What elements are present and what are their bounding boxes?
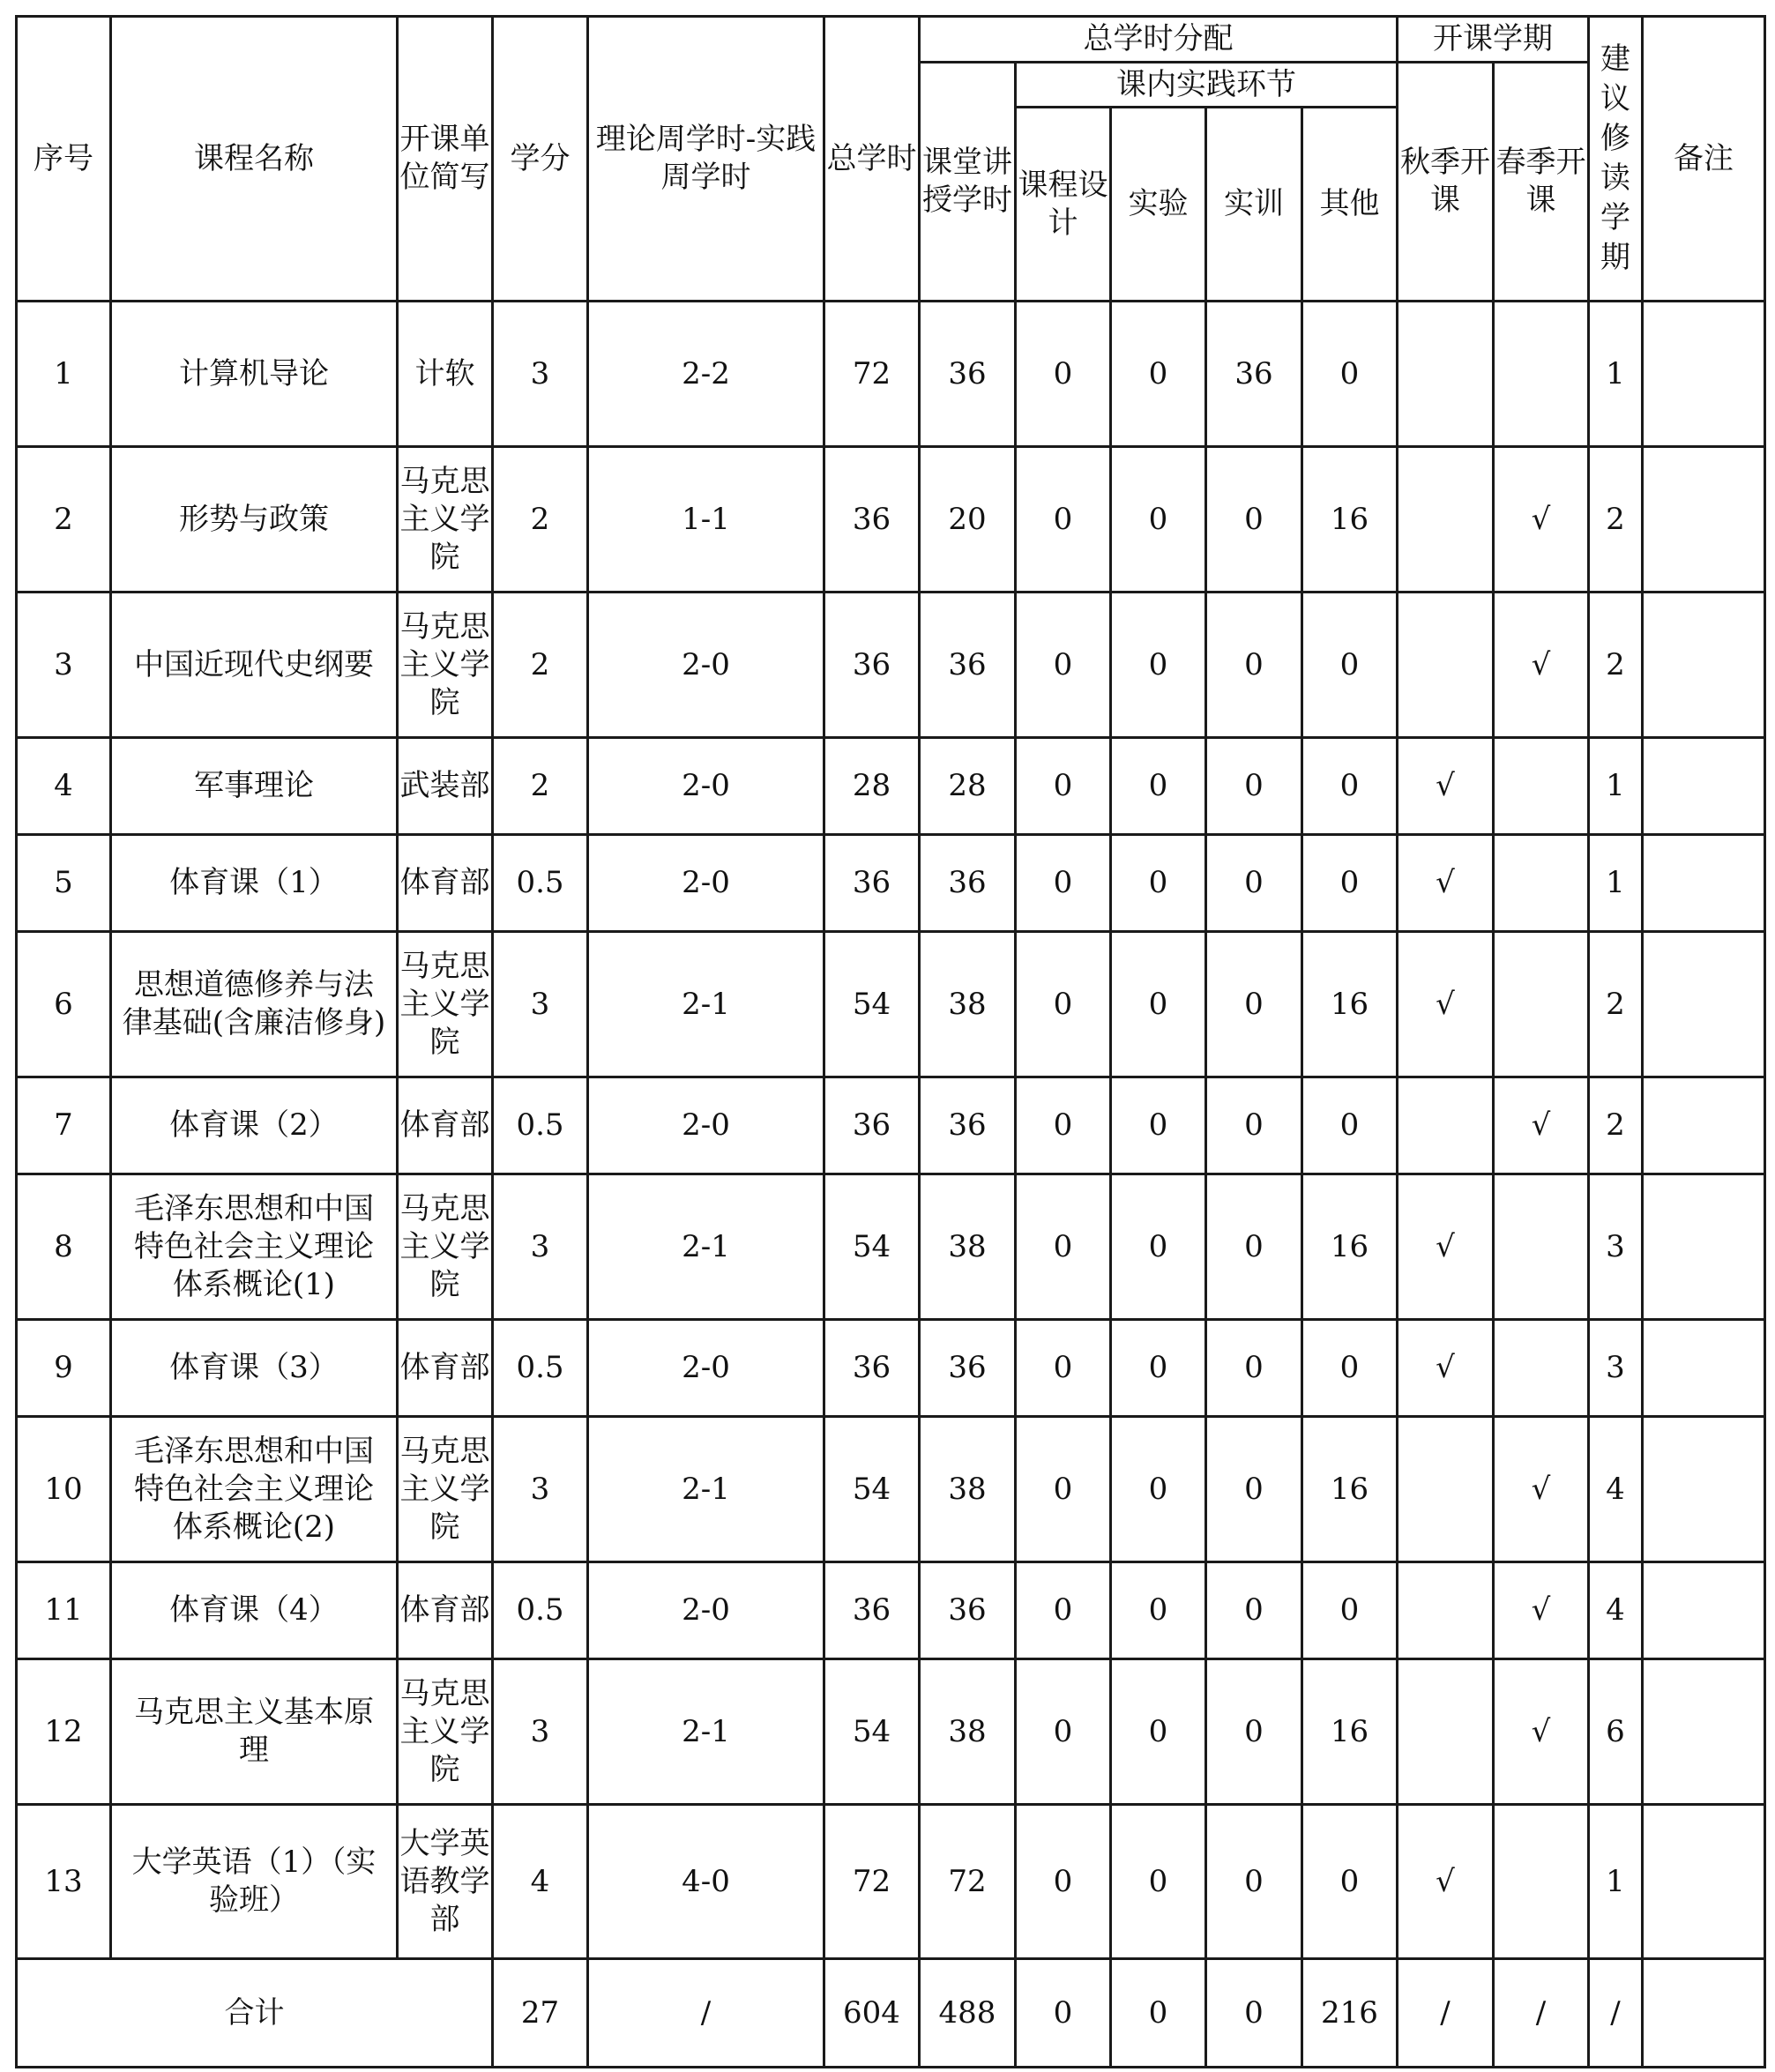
header-suggested-term: 建议修读学期 — [1589, 17, 1643, 302]
row-seq: 8 — [17, 1174, 111, 1320]
row-design: 0 — [1016, 1562, 1111, 1659]
row-seq: 13 — [17, 1805, 111, 1959]
row-term: 4 — [1589, 1562, 1643, 1659]
header-spring: 春季开课 — [1494, 63, 1589, 302]
header-seq: 序号 — [17, 17, 111, 302]
row-other: 16 — [1302, 1174, 1398, 1320]
row-lecture: 36 — [920, 835, 1016, 932]
row-spring — [1494, 1805, 1589, 1959]
row-other: 0 — [1302, 1562, 1398, 1659]
row-unit — [398, 1659, 493, 1805]
table-row — [17, 447, 1765, 593]
row-design: 0 — [1016, 447, 1111, 593]
total-hours: 604 — [824, 1959, 920, 2068]
row-unit — [398, 1174, 493, 1320]
header-remarks: 备注 — [1643, 17, 1765, 302]
row-weekly: 2-0 — [588, 1320, 824, 1417]
header-course-name: 课程名称 — [111, 17, 398, 302]
row-design: 0 — [1016, 1805, 1111, 1959]
row-credit: 3 — [493, 1174, 588, 1320]
row-training: 0 — [1206, 593, 1302, 738]
row-lecture: 72 — [920, 1805, 1016, 1959]
row-training: 0 — [1206, 1805, 1302, 1959]
row-design: 0 — [1016, 1077, 1111, 1174]
row-term: 3 — [1589, 1320, 1643, 1417]
row-experiment: 0 — [1111, 593, 1206, 738]
row-term: 1 — [1589, 1805, 1643, 1959]
row-remark — [1643, 1320, 1765, 1417]
row-credit: 0.5 — [493, 1320, 588, 1417]
header-hours-distribution: 总学时分配 — [920, 17, 1398, 63]
row-remark — [1643, 1659, 1765, 1805]
row-lecture: 28 — [920, 738, 1016, 835]
header-experiment: 实验 — [1111, 108, 1206, 302]
row-remark — [1643, 835, 1765, 932]
header-credit: 学分 — [493, 17, 588, 302]
row-total: 72 — [824, 1805, 920, 1959]
row-course-name: 军事理论 — [111, 738, 398, 835]
row-design: 0 — [1016, 1174, 1111, 1320]
row-design: 0 — [1016, 1320, 1111, 1417]
row-credit: 3 — [493, 1417, 588, 1562]
row-autumn: √ — [1398, 932, 1494, 1077]
row-course-name: 体育课（4） — [111, 1562, 398, 1659]
table-row — [17, 1174, 1765, 1320]
row-design: 0 — [1016, 1659, 1111, 1805]
total-training: 0 — [1206, 1959, 1302, 2068]
row-autumn: √ — [1398, 835, 1494, 932]
row-unit — [398, 932, 493, 1077]
row-credit: 4 — [493, 1805, 588, 1959]
total-label: 合计 — [17, 1959, 493, 2068]
row-unit — [398, 302, 493, 447]
header-unit: 开课单位简写 — [398, 17, 493, 302]
row-other: 0 — [1302, 1077, 1398, 1174]
row-lecture: 36 — [920, 302, 1016, 447]
row-seq: 12 — [17, 1659, 111, 1805]
table-row — [17, 1659, 1765, 1805]
total-lecture: 488 — [920, 1959, 1016, 2068]
row-experiment: 0 — [1111, 1417, 1206, 1562]
row-seq: 1 — [17, 302, 111, 447]
row-course-name: 毛泽东思想和中国特色社会主义理论体系概论(1) — [111, 1174, 398, 1320]
row-lecture: 36 — [920, 1320, 1016, 1417]
row-lecture: 36 — [920, 1077, 1016, 1174]
row-unit — [398, 835, 493, 932]
row-unit — [398, 1320, 493, 1417]
row-term: 6 — [1589, 1659, 1643, 1805]
row-weekly: 2-1 — [588, 932, 824, 1077]
row-total: 36 — [824, 593, 920, 738]
row-autumn — [1398, 447, 1494, 593]
row-training: 0 — [1206, 1417, 1302, 1562]
row-unit-text: 马克思主义学院 — [399, 1190, 490, 1302]
row-spring: √ — [1494, 1077, 1589, 1174]
row-remark — [1643, 302, 1765, 447]
row-course-name: 计算机导论 — [111, 302, 398, 447]
row-term: 1 — [1589, 835, 1643, 932]
row-seq: 3 — [17, 593, 111, 738]
row-weekly: 2-1 — [588, 1659, 824, 1805]
total-experiment: 0 — [1111, 1959, 1206, 2068]
row-unit-text: 体育部 — [399, 865, 490, 900]
row-autumn: √ — [1398, 1174, 1494, 1320]
row-unit-text: 武装部 — [399, 768, 490, 803]
header-lecture-hours: 课堂讲授学时 — [920, 63, 1016, 302]
row-unit-text: 马克思主义学院 — [399, 948, 490, 1060]
row-autumn: √ — [1398, 738, 1494, 835]
row-term: 1 — [1589, 302, 1643, 447]
row-spring: √ — [1494, 1659, 1589, 1805]
row-remark — [1643, 932, 1765, 1077]
header-training: 实训 — [1206, 108, 1302, 302]
row-remark — [1643, 1805, 1765, 1959]
header-course-design: 课程设计 — [1016, 108, 1111, 302]
row-term: 3 — [1589, 1174, 1643, 1320]
row-autumn: √ — [1398, 1320, 1494, 1417]
table-row — [17, 1320, 1765, 1417]
row-remark — [1643, 593, 1765, 738]
row-design: 0 — [1016, 932, 1111, 1077]
table-footer — [17, 1959, 1765, 2068]
row-weekly: 1-1 — [588, 447, 824, 593]
row-spring: √ — [1494, 447, 1589, 593]
row-weekly: 2-0 — [588, 835, 824, 932]
total-weekly: / — [588, 1959, 824, 2068]
row-seq: 5 — [17, 835, 111, 932]
header-weekly-hours: 理论周学时-实践周学时 — [588, 17, 824, 302]
row-total: 54 — [824, 1174, 920, 1320]
row-autumn: √ — [1398, 1805, 1494, 1959]
row-course-name: 毛泽东思想和中国特色社会主义理论体系概论(2) — [111, 1417, 398, 1562]
table-row — [17, 302, 1765, 447]
row-lecture: 38 — [920, 1174, 1016, 1320]
row-credit: 2 — [493, 738, 588, 835]
row-course-name: 马克思主义基本原理 — [111, 1659, 398, 1805]
row-other: 16 — [1302, 1417, 1398, 1562]
row-other: 16 — [1302, 932, 1398, 1077]
row-weekly: 2-0 — [588, 738, 824, 835]
row-unit-text: 计软 — [414, 355, 475, 391]
row-unit-text: 体育部 — [399, 1107, 490, 1143]
row-experiment: 0 — [1111, 835, 1206, 932]
row-spring — [1494, 302, 1589, 447]
row-experiment: 0 — [1111, 738, 1206, 835]
row-training: 0 — [1206, 1659, 1302, 1805]
row-weekly: 2-0 — [588, 593, 824, 738]
row-unit-text: 马克思主义学院 — [399, 463, 490, 575]
row-unit — [398, 447, 493, 593]
header-practice-section: 课内实践环节 — [1016, 63, 1398, 108]
row-course-name: 体育课（2） — [111, 1077, 398, 1174]
row-seq: 6 — [17, 932, 111, 1077]
row-experiment: 0 — [1111, 447, 1206, 593]
row-experiment: 0 — [1111, 1077, 1206, 1174]
row-spring: √ — [1494, 593, 1589, 738]
row-training: 0 — [1206, 932, 1302, 1077]
row-training: 0 — [1206, 1174, 1302, 1320]
row-seq: 4 — [17, 738, 111, 835]
row-credit: 0.5 — [493, 835, 588, 932]
row-design: 0 — [1016, 1417, 1111, 1562]
row-total: 54 — [824, 1417, 920, 1562]
row-unit-text: 体育部 — [399, 1592, 490, 1628]
course-table — [15, 15, 1766, 2068]
row-weekly: 4-0 — [588, 1805, 824, 1959]
row-remark — [1643, 447, 1765, 593]
header-semester: 开课学期 — [1398, 17, 1589, 63]
row-autumn — [1398, 1417, 1494, 1562]
row-experiment: 0 — [1111, 1320, 1206, 1417]
row-unit-text: 马克思主义学院 — [399, 1433, 490, 1545]
row-unit — [398, 1562, 493, 1659]
row-credit: 3 — [493, 302, 588, 447]
total-autumn: / — [1398, 1959, 1494, 2068]
row-lecture: 38 — [920, 1417, 1016, 1562]
row-lecture: 36 — [920, 593, 1016, 738]
row-weekly: 2-0 — [588, 1562, 824, 1659]
row-total: 72 — [824, 302, 920, 447]
row-experiment: 0 — [1111, 1562, 1206, 1659]
row-total: 36 — [824, 447, 920, 593]
row-term: 4 — [1589, 1417, 1643, 1562]
row-weekly: 2-1 — [588, 1417, 824, 1562]
row-spring — [1494, 835, 1589, 932]
row-training: 0 — [1206, 447, 1302, 593]
row-other: 0 — [1302, 302, 1398, 447]
row-design: 0 — [1016, 835, 1111, 932]
row-total: 36 — [824, 835, 920, 932]
row-experiment: 0 — [1111, 1659, 1206, 1805]
row-other: 0 — [1302, 1320, 1398, 1417]
row-training: 36 — [1206, 302, 1302, 447]
row-weekly: 2-2 — [588, 302, 824, 447]
row-term: 2 — [1589, 593, 1643, 738]
row-unit — [398, 1805, 493, 1959]
row-design: 0 — [1016, 593, 1111, 738]
row-unit-text: 大学英语教学部 — [399, 1825, 490, 1937]
row-training: 0 — [1206, 1077, 1302, 1174]
row-autumn — [1398, 302, 1494, 447]
row-unit-text: 马克思主义学院 — [399, 608, 490, 720]
row-experiment: 0 — [1111, 1174, 1206, 1320]
row-total: 54 — [824, 932, 920, 1077]
row-seq: 9 — [17, 1320, 111, 1417]
row-total: 28 — [824, 738, 920, 835]
total-credit: 27 — [493, 1959, 588, 2068]
row-autumn — [1398, 1077, 1494, 1174]
total-spring: / — [1494, 1959, 1589, 2068]
table-row — [17, 1562, 1765, 1659]
table-row — [17, 1805, 1765, 1959]
row-other: 0 — [1302, 738, 1398, 835]
row-remark — [1643, 1077, 1765, 1174]
row-unit — [398, 1077, 493, 1174]
header-total-hours: 总学时 — [824, 17, 920, 302]
row-remark — [1643, 738, 1765, 835]
row-weekly: 2-1 — [588, 1174, 824, 1320]
row-unit — [398, 738, 493, 835]
row-spring — [1494, 738, 1589, 835]
table-header — [17, 17, 1765, 302]
row-weekly: 2-0 — [588, 1077, 824, 1174]
row-other: 16 — [1302, 1659, 1398, 1805]
row-experiment: 0 — [1111, 932, 1206, 1077]
row-spring: √ — [1494, 1417, 1589, 1562]
row-term: 2 — [1589, 932, 1643, 1077]
row-course-name: 体育课（1） — [111, 835, 398, 932]
row-lecture: 36 — [920, 1562, 1016, 1659]
row-credit: 3 — [493, 1659, 588, 1805]
row-spring — [1494, 1174, 1589, 1320]
row-remark — [1643, 1417, 1765, 1562]
row-lecture: 20 — [920, 447, 1016, 593]
row-other: 16 — [1302, 447, 1398, 593]
total-row — [17, 1959, 1765, 2068]
row-remark — [1643, 1174, 1765, 1320]
row-experiment: 0 — [1111, 302, 1206, 447]
row-course-name: 大学英语（1）（实验班） — [111, 1805, 398, 1959]
row-training: 0 — [1206, 738, 1302, 835]
row-seq: 7 — [17, 1077, 111, 1174]
row-training: 0 — [1206, 1562, 1302, 1659]
row-unit-text: 马克思主义学院 — [399, 1675, 490, 1787]
total-other: 216 — [1302, 1959, 1398, 2068]
header-other: 其他 — [1302, 108, 1398, 302]
row-design: 0 — [1016, 302, 1111, 447]
row-unit-text: 体育部 — [399, 1350, 490, 1385]
row-remark — [1643, 1562, 1765, 1659]
row-other: 0 — [1302, 835, 1398, 932]
row-spring — [1494, 1320, 1589, 1417]
row-spring: √ — [1494, 1562, 1589, 1659]
row-lecture: 38 — [920, 1659, 1016, 1805]
row-term: 1 — [1589, 738, 1643, 835]
row-autumn — [1398, 1659, 1494, 1805]
row-total: 36 — [824, 1077, 920, 1174]
row-credit: 3 — [493, 932, 588, 1077]
row-credit: 0.5 — [493, 1562, 588, 1659]
table-row — [17, 593, 1765, 738]
row-design: 0 — [1016, 738, 1111, 835]
row-course-name: 思想道德修养与法律基础(含廉洁修身) — [111, 932, 398, 1077]
table-row — [17, 1077, 1765, 1174]
row-course-name: 体育课（3） — [111, 1320, 398, 1417]
row-term: 2 — [1589, 447, 1643, 593]
row-seq: 2 — [17, 447, 111, 593]
row-autumn — [1398, 1562, 1494, 1659]
row-training: 0 — [1206, 835, 1302, 932]
table-row — [17, 1417, 1765, 1562]
row-seq: 10 — [17, 1417, 111, 1562]
table-body — [17, 302, 1765, 1959]
row-experiment: 0 — [1111, 1805, 1206, 1959]
total-remark — [1643, 1959, 1765, 2068]
row-lecture: 38 — [920, 932, 1016, 1077]
row-spring — [1494, 932, 1589, 1077]
row-other: 0 — [1302, 593, 1398, 738]
row-unit — [398, 1417, 493, 1562]
row-credit: 2 — [493, 593, 588, 738]
row-course-name: 形势与政策 — [111, 447, 398, 593]
header-autumn: 秋季开课 — [1398, 63, 1494, 302]
row-total: 54 — [824, 1659, 920, 1805]
table-row — [17, 932, 1765, 1077]
row-credit: 0.5 — [493, 1077, 588, 1174]
total-term: / — [1589, 1959, 1643, 2068]
table-row — [17, 835, 1765, 932]
row-seq: 11 — [17, 1562, 111, 1659]
row-unit — [398, 593, 493, 738]
row-training: 0 — [1206, 1320, 1302, 1417]
row-other: 0 — [1302, 1805, 1398, 1959]
row-autumn — [1398, 593, 1494, 738]
row-credit: 2 — [493, 447, 588, 593]
row-course-name: 中国近现代史纲要 — [111, 593, 398, 738]
total-design: 0 — [1016, 1959, 1111, 2068]
table-row — [17, 738, 1765, 835]
row-total: 36 — [824, 1320, 920, 1417]
row-term: 2 — [1589, 1077, 1643, 1174]
row-total: 36 — [824, 1562, 920, 1659]
